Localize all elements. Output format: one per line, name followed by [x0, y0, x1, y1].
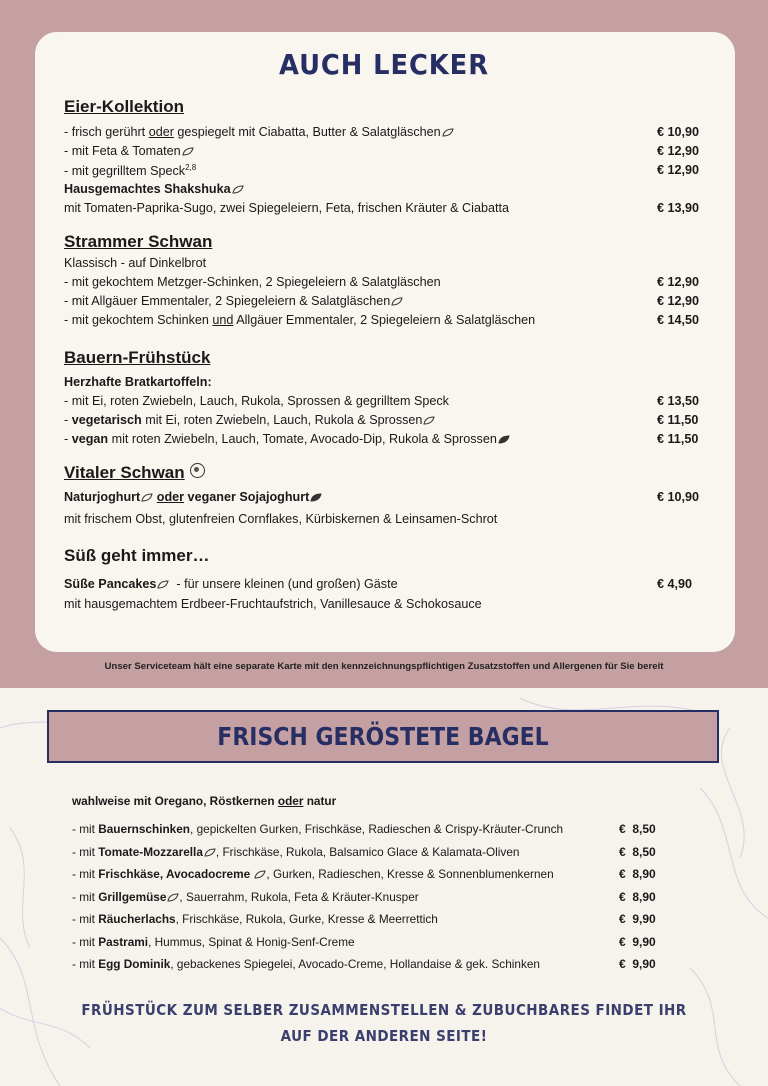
menu-line: - vegetarisch mit Ei, roten Zwiebeln, Lauch, Rukola & Sprossen: [64, 413, 435, 427]
bagel-title: FRISCH GERÖSTETE BAGEL: [217, 722, 549, 751]
price: € 10,90: [657, 125, 700, 139]
leaf-outline-icon: [391, 297, 403, 306]
leaf-filled-icon: [498, 435, 510, 444]
closing-line-1: FRÜHSTÜCK ZUM SELBER ZUSAMMENSTELLEN & ZUBUCHBARES FINDET IHR: [81, 1001, 687, 1019]
menu-line: mit hausgemachtem Erdbeer-Fruchtaufstrich, Vanillesauce & Schokosauce: [64, 597, 482, 611]
section-heading-vital: Vitaler Schwan: [64, 463, 205, 483]
bagel-item: - mit Grillgemüse , Sauerrahm, Rukola, Feta & Kräuter-Knusper: [72, 889, 419, 904]
menu-line: - mit gekochtem Metzger-Schinken, 2 Spiegeleiern & Salatgläschen: [64, 275, 441, 289]
bagel-price: € 8,90: [619, 867, 656, 881]
menu-line: - mit Ei, roten Zwiebeln, Lauch, Rukola, Sprossen & gegrilltem Speck: [64, 394, 449, 408]
bagel-price: € 9,90: [619, 912, 656, 926]
section-heading-schwan: Strammer Schwan: [64, 232, 213, 251]
bagel-banner: [47, 710, 719, 763]
bagel-price: € 9,90: [619, 934, 656, 949]
price: € 10,90: [657, 490, 700, 504]
wheat-circle-icon: [190, 463, 205, 478]
closing-line-2: AUF DER ANDEREN SEITE!: [280, 1027, 488, 1045]
menu-line: - mit gekochtem Schinken und Allgäuer Emmentaler, 2 Spiegeleiern & Salatgläschen: [64, 313, 536, 327]
leaf-outline-icon: [442, 128, 454, 137]
menu-line: - mit gegrilltem Speck$^{2,8}$: [64, 163, 197, 179]
price: € 12,90: [657, 163, 700, 177]
leaf-filled-icon: [310, 493, 322, 502]
price: € 13,90: [657, 201, 700, 215]
allergen-footnote: Unser Serviceteam hält eine separate Karte mit den kennzeichnungspflichtigen Zusatzstoffen und Allergenen für Sie bereit: [104, 661, 664, 672]
bagel-item: - mit Egg Dominik, gebackenes Spiegelei, Avocado-Creme, Hollandaise & gek. Schinken: [72, 957, 540, 971]
price: € 11,50: [657, 432, 699, 446]
bagel-price: € 9,90: [619, 957, 656, 971]
bagel-item: - mit Bauernschinken, gepickelten Gurken, Frischkäse, Radieschen & Crispy-Kräuter-Crunch: [72, 822, 564, 836]
menu-line: mit frischem Obst, glutenfreien Cornflakes, Kürbiskernen & Leinsamen-Schrot: [64, 512, 498, 526]
leaf-outline-icon: [141, 493, 153, 502]
bagel-intro: wahlweise mit Oregano, Röstkernen oder natur: [72, 794, 337, 808]
price: € 12,90: [657, 294, 700, 308]
price: € 4,90: [657, 577, 693, 591]
bagel-item: - mit Räucherlachs, Frischkäse, Rukola, Gurke, Kresse & Meerrettich: [72, 912, 438, 926]
price: € 11,50: [657, 413, 699, 427]
section-heading-bauern: Bauern-Frühstück: [64, 348, 211, 367]
menu-line: mit Tomaten-Paprika-Sugo, zwei Spiegeleiern, Feta, frischen Kräuter & Ciabatta: [64, 201, 509, 215]
section-heading-eier: Eier-Kollektion: [64, 97, 184, 116]
bagel-item: - mit Pastrami, Hummus, Spinat & Honig-Senf-Creme: [72, 934, 355, 949]
menu-line: - mit Allgäuer Emmentaler, 2 Spiegeleiern & Salatgläschen: [64, 294, 403, 308]
section-heading-suess: Süß geht immer…: [64, 546, 210, 565]
menu-line: - mit Feta & Tomaten: [64, 144, 194, 158]
leaf-outline-icon: [423, 416, 435, 425]
leaf-outline-icon: [157, 580, 169, 589]
bagel-price: € 8,50: [619, 844, 656, 859]
bagel-item: - mit Tomate-Mozzarella , Frischkäse, Rukola, Balsamico Glace & Kalamata-Oliven: [72, 844, 520, 859]
menu-line: Klassisch - auf Dinkelbrot: [64, 256, 207, 270]
bagel-price: € 8,90: [619, 889, 656, 904]
leaf-outline-icon: [204, 848, 216, 857]
menu-line: - vegan mit roten Zwiebeln, Lauch, Tomate, Avocado-Dip, Rukola & Sprossen: [64, 432, 510, 446]
price: € 13,50: [657, 394, 700, 408]
price: € 14,50: [657, 313, 700, 327]
price: € 12,90: [657, 144, 700, 158]
bagel-price: € 8,50: [619, 822, 656, 836]
menu-line: Naturjoghurt oder veganer Sojajoghurt: [64, 490, 322, 504]
menu-line: Hausgemachtes Shakshuka: [64, 182, 244, 196]
leaf-outline-icon: [232, 185, 244, 194]
menu-line: Herzhafte Bratkartoffeln:: [64, 375, 212, 389]
price: € 12,90: [657, 275, 700, 289]
menu-line: - frisch gerührt oder gespiegelt mit Ciabatta, Butter & Salatgläschen: [64, 125, 454, 139]
leaf-outline-icon: [182, 147, 194, 156]
leaf-outline-icon: [254, 870, 266, 879]
leaf-outline-icon: [167, 893, 179, 902]
page-title: AUCH LECKER: [279, 48, 489, 81]
bagel-item: - mit Frischkäse, Avocadocreme , Gurken, Radieschen, Kresse & Sonnenblumenkernen: [72, 867, 554, 881]
menu-line: Süße Pancakes - für unsere kleinen (und großen) Gäste: [64, 577, 398, 591]
